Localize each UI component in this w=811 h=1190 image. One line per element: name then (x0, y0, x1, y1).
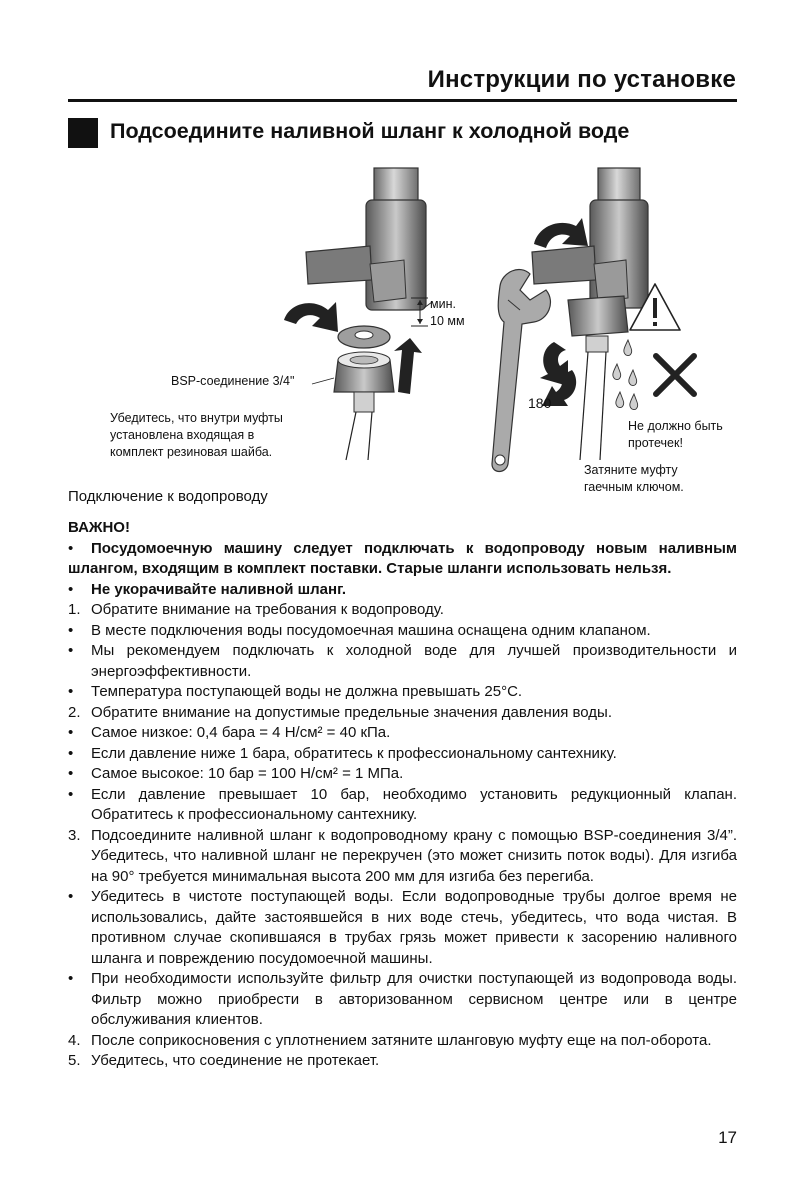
list-marker: • (68, 744, 74, 762)
list-item (68, 641, 737, 682)
caption-line: Убедитесь, что внутри муфты (110, 411, 283, 425)
list-item (68, 744, 737, 765)
list-item (68, 703, 737, 724)
list-marker: • (68, 580, 74, 598)
right-tap-assembly (532, 168, 648, 460)
caption-line: гаечным ключом. (584, 480, 684, 494)
list-marker: • (68, 683, 74, 700)
header-rule (68, 99, 737, 102)
caption-line: Затяните муфту (584, 463, 678, 477)
caption-line: Не должно быть (628, 419, 723, 433)
list-text: В месте подключения воды посудомоечная машина оснащена одним клапаном. (91, 621, 651, 639)
caption-line: 10 мм (430, 314, 465, 328)
list-text: Обратите внимание на требования к водопроводу. (91, 601, 444, 618)
list-item (68, 580, 737, 601)
list-marker: • (68, 642, 74, 659)
list-marker: • (68, 785, 74, 803)
list-text: Подсоедините наливной шланг к водопроводному крану с помощью BSP-соединения 3/4”. Убедитесь, что наливной шланг не перекручен (это может снизить поток воды). Для изгиба на 90° требуется минимальная высота 200 мм для изгиба без перегиба. (91, 826, 737, 885)
list-marker: • (68, 724, 74, 741)
list-marker: • (68, 621, 74, 639)
list-text: Самое низкое: 0,4 бара = 4 Н/см² = 40 кПа. (91, 724, 391, 741)
bsp-caption: BSP-соединение 3/4" (171, 374, 295, 388)
rotate-arrow-icon (284, 302, 338, 332)
rotate-arrow-icon (534, 218, 588, 248)
list-item (68, 682, 737, 703)
up-arrow-icon (394, 338, 422, 394)
list-item (68, 969, 737, 1031)
caption-line: мин. (430, 297, 456, 311)
instructions-body (68, 518, 737, 1072)
list-text: После соприкосновения с уплотнением затяните шланговую муфту еще на пол-оборота. (91, 1031, 712, 1049)
no-leak-caption (628, 418, 723, 452)
wrench-caption (584, 462, 684, 496)
list-text: При необходимости используйте фильтр для очистки поступающей из водопровода воды. Фильтр можно приобрести в авторизованном сервисном центре или в центре обслуживания клиентов. (91, 970, 737, 1028)
list-marker: 5. (68, 1052, 81, 1069)
page-number: 17 (718, 1128, 737, 1147)
washer-caption (110, 410, 283, 461)
wrench-icon (492, 270, 550, 472)
list-item (68, 1031, 737, 1052)
list-marker: 2. (68, 703, 81, 721)
list-text: Убедитесь в чистоте поступающей воды. Если водопроводные трубы долгое время не использовались, дайте застоявшейся в них воде стечь, убедитесь, что вода чистая. В противном случае скопившаяся в трубах грязь может привести к засорению наливного шланга и повреждению посудомоечной машины. (91, 888, 737, 967)
caption-line: комплект резиновая шайба. (110, 445, 273, 459)
list-text: Не укорачивайте наливной шланг. (91, 580, 346, 598)
list-text: Самое высокое: 10 бар = 100 Н/см² = 1 МПа. (91, 765, 404, 782)
list-marker: • (68, 765, 74, 782)
list-item (68, 539, 737, 580)
angle-label: 180 (528, 395, 552, 411)
instruction-list (68, 539, 737, 1072)
list-text: Убедитесь, что соединение не протекает. (91, 1052, 380, 1069)
water-drop-icon (613, 340, 638, 410)
list-text: Если давление превышает 10 бар, необходимо установить редукционный клапан. Обратитесь к профессиональному сантехнику. (91, 785, 737, 823)
list-text: Если давление ниже 1 бара, обратитесь к профессиональному сантехнику. (91, 744, 617, 762)
list-item (68, 723, 737, 744)
min-label (430, 296, 465, 330)
list-marker: • (68, 539, 74, 557)
list-text: Обратите внимание на допустимые предельные значения давления воды. (91, 703, 613, 721)
installation-figure (68, 160, 738, 500)
list-marker: • (68, 970, 74, 987)
header-title: Инструкции по установке (427, 66, 736, 93)
list-marker: 1. (68, 601, 81, 618)
list-item (68, 764, 737, 785)
list-item (68, 887, 737, 969)
list-item (68, 621, 737, 642)
important-label: ВАЖНО! (68, 519, 130, 536)
intro-text: Подключение к водопроводу (68, 488, 268, 505)
cross-icon (656, 356, 694, 394)
list-item (68, 1051, 737, 1072)
section-title: Подсоедините наливной шланг к холодной воде (110, 119, 630, 143)
list-item (68, 600, 737, 621)
list-text: Мы рекомендуем подключать к холодной воде для лучшей производительности и энергоэффективности. (91, 642, 737, 680)
caption-line: установлена входящая в (110, 428, 255, 442)
caption-line: протечек! (628, 436, 683, 450)
list-item (68, 826, 737, 888)
list-text: Посудомоечную машину следует подключать к водопроводу новым наливным шлангом, входящим в комплект поставки. Старые шланги использовать нельзя. (68, 539, 737, 577)
list-marker: • (68, 888, 74, 905)
section-marker (68, 118, 98, 148)
list-item (68, 785, 737, 826)
list-marker: 4. (68, 1031, 81, 1049)
list-text: Температура поступающей воды не должна превышать 25°C. (91, 683, 523, 700)
list-marker: 3. (68, 826, 81, 844)
